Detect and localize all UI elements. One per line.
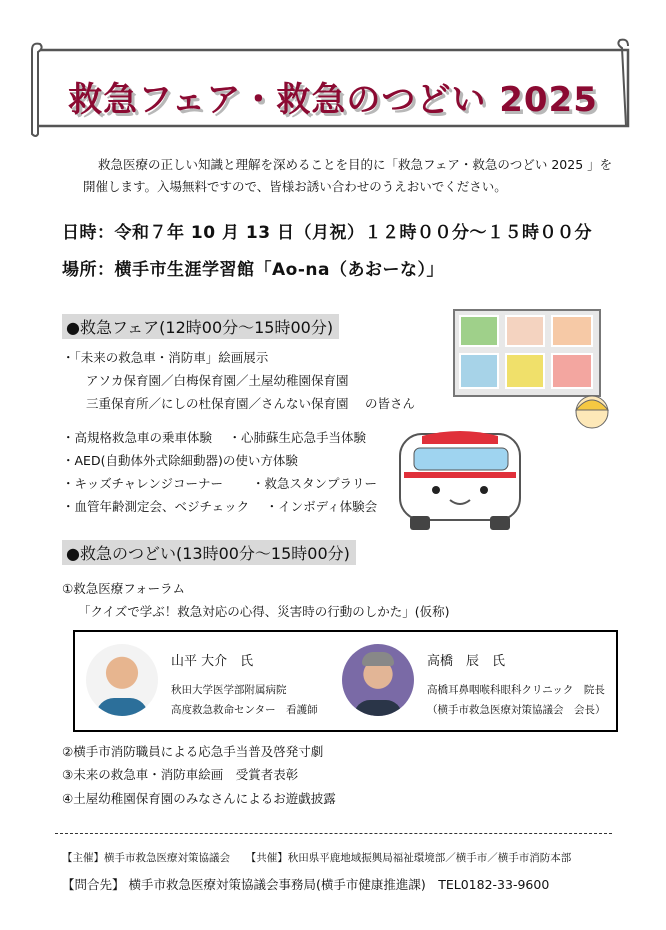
fair-heading: ●救急フェア(12時00分～15時00分) — [62, 314, 339, 339]
list-item: ・キッズチャレンジコーナー ・救急スタンプラリー — [62, 476, 377, 491]
speaker-photo — [86, 644, 158, 716]
intro-line-2: 開催します。入場無料ですので、皆様お誘い合わせのうえおいでください。 — [83, 179, 507, 194]
speaker-role: （横手市救急医療対策協議会 会長） — [427, 704, 606, 716]
organizers: 【主催】横手市救急医療対策協議会 【共催】秋田県平鹿地域振興局福祉環境部／横手市／横手市消防本部 — [62, 852, 572, 864]
divider — [55, 833, 612, 834]
event-datetime: 日時：令和７年 10 月 13 日（月祝）１２時００分～１５時００分 — [62, 223, 592, 243]
list-item: ・「未来の救急車・消防車」絵画展示 — [62, 350, 269, 365]
list-item: ・AED(自動体外式除細動器)の使い方体験 — [62, 453, 298, 468]
list-item: ③未来の救急車・消防車絵画 受賞者表彰 — [62, 767, 299, 782]
speaker-role: 高度救急救命センター 看護師 — [171, 704, 318, 716]
speaker-name: 高橋 辰 氏 — [427, 654, 506, 669]
list-item: ④土屋幼稚園保育園のみなさんによるお遊戯披露 — [62, 791, 336, 806]
speakers-box — [73, 630, 618, 732]
list-item: 三重保育所／にしの杜保育園／さんない保育園 の皆さん — [86, 396, 415, 411]
flyer-title: 救急フェア・救急のつどい 2025 — [68, 80, 598, 120]
drawings-board-illustration — [452, 308, 602, 398]
forum-title: 「クイズで学ぶ！救急対応の心得、災害時の行動のしかた」(仮称) — [78, 604, 450, 619]
contact-info: 【問合先】 横手市救急医療対策協議会事務局(横手市健康推進課) TEL0182-33-9600 — [62, 877, 550, 892]
event-venue: 場所：横手市生涯学習館「Ao-na（あおーな）」 — [62, 260, 444, 280]
list-item: ・高規格救急車の乗車体験 ・心肺蘇生応急手当体験 — [62, 430, 366, 445]
speaker-affiliation: 高橋耳鼻咽喉科眼科クリニック 院長 — [427, 684, 605, 696]
speaker-name: 山平 大介 氏 — [171, 654, 254, 669]
child-character-icon — [568, 388, 614, 432]
forum-label: ①救急医療フォーラム — [62, 581, 185, 596]
intro-line-1: 救急医療の正しい知識と理解を深めることを目的に「救急フェア・救急のつどい 2025 」を — [98, 157, 613, 172]
list-item: アソカ保育園／白梅保育園／土屋幼稚園保育園 — [86, 373, 349, 388]
gathering-heading: ●救急のつどい(13時00分～15時00分) — [62, 540, 356, 565]
speaker-photo — [342, 644, 414, 716]
ambulance-illustration — [392, 428, 527, 533]
speaker-affiliation: 秋田大学医学部附属病院 — [171, 684, 287, 696]
list-item: ・血管年齢測定会、ベジチェック ・インボディ体験会 — [62, 499, 378, 514]
list-item: ②横手市消防職員による応急手当普及啓発寸劇 — [62, 744, 324, 759]
